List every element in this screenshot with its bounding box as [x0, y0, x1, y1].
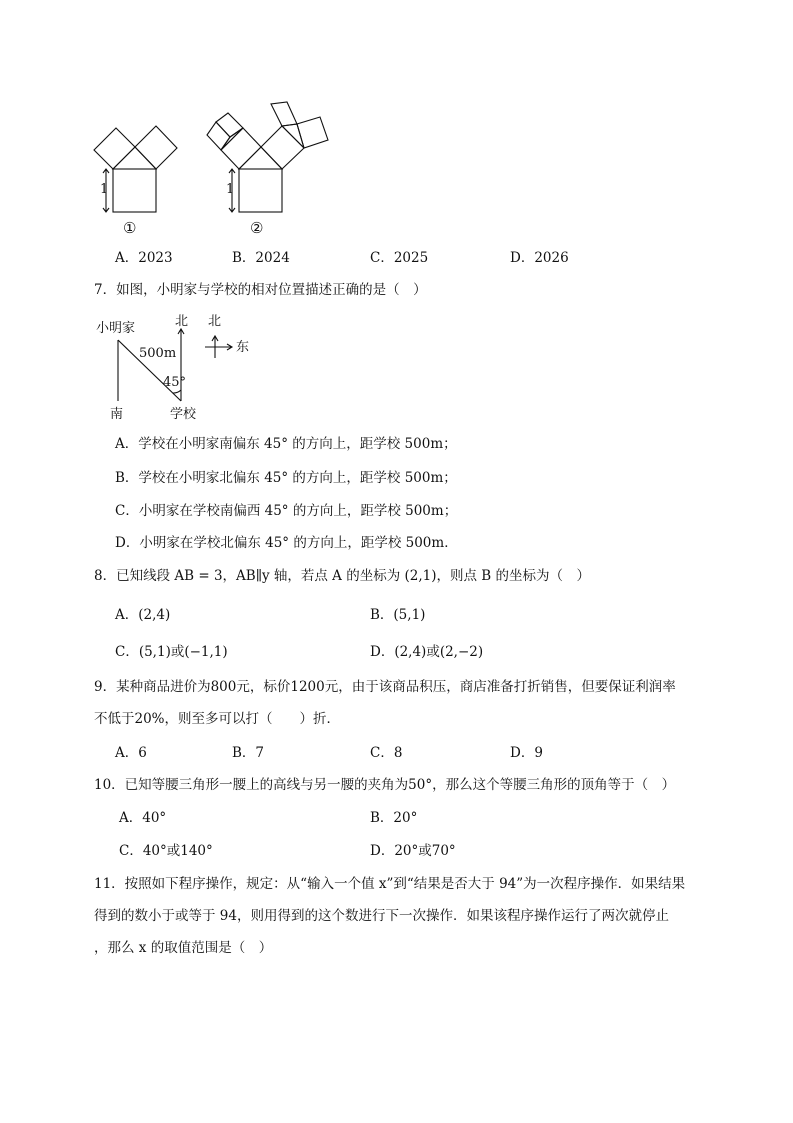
q7-option-a: A．学校在小明家南偏东 45° 的方向上，距学校 500m； [115, 436, 457, 452]
q9-option-c: C．8 [370, 745, 403, 761]
q8-option-d: D．(2,4)或(2,−2) [370, 644, 484, 660]
q7-option-c: C．小明家在学校南偏西 45° 的方向上，距学校 500m； [115, 503, 458, 519]
fig1-label: ① [123, 219, 137, 237]
east-label: 东 [236, 340, 250, 355]
school-label: 学校 [170, 407, 197, 422]
q11-line-3: ，那么 x 的取值范围是（ ） [94, 940, 273, 956]
q9-line-2: 不低于20%，则至多可以打（ ）折． [94, 711, 341, 727]
q10-option-c: C．40°或140° [119, 843, 213, 859]
q7-option-b: B．学校在小明家北偏东 45° 的方向上，距学校 500m； [115, 470, 457, 486]
q10-option-d: D．20°或70° [370, 843, 456, 859]
q9-line-1: 9．某种商品进价为800元，标价1200元，由于该商品积压，商店准备打折销售，但要保证利润率 [94, 679, 676, 695]
q10-option-b: B．20° [370, 810, 418, 826]
north-label-1: 北 [175, 314, 189, 329]
q8-stem: 8．已知线段 AB = 3，AB∥y 轴，若点 A 的坐标为 (2,1)，则点 B 的坐标为（ ） [94, 568, 590, 584]
q8-option-a: A．(2,4) [115, 607, 171, 623]
q10-stem: 10．已知等腰三角形一腰上的高线与另一腰的夹角为50°，那么这个等腰三角形的顶角等于（ ） [94, 777, 676, 793]
fig2-label: ② [250, 219, 264, 237]
q9-option-a: A．6 [115, 745, 147, 761]
q6-option-c: C．2025 [370, 250, 429, 266]
distance-label: 500m [139, 346, 177, 361]
q10-option-a: A．40° [119, 810, 167, 826]
q11-line-1: 11．按照如下程序操作，规定：从“输入一个值 x”到“结果是否大于 94”为一次程序操作．如果结果 [94, 876, 686, 892]
home-label: 小明家 [96, 321, 136, 336]
q11-line-2: 得到的数小于或等于 94，则用得到的这个数进行下一次操作．如果该程序操作运行了两次就停止 [94, 908, 669, 924]
q6-option-a: A．2023 [115, 250, 173, 266]
q6-option-d: D．2026 [510, 250, 569, 266]
north-label-2: 北 [208, 314, 222, 329]
q9-option-b: B．7 [232, 745, 265, 761]
q8-option-c: C．(5,1)或(−1,1) [115, 644, 228, 660]
fig2-side-label: 1 [226, 182, 235, 197]
q8-option-b: B．(5,1) [370, 607, 426, 623]
q7-option-d: D．小明家在学校北偏东 45° 的方向上，距学校 500m． [115, 535, 458, 551]
fig1-side-label: 1 [100, 182, 109, 197]
q9-option-d: D．9 [510, 745, 543, 761]
south-label: 南 [110, 407, 124, 422]
q7-stem: 7．如图，小明家与学校的相对位置描述正确的是（ ） [94, 282, 427, 298]
q6-option-b: B．2024 [232, 250, 290, 266]
angle-label: 45° [163, 375, 187, 390]
